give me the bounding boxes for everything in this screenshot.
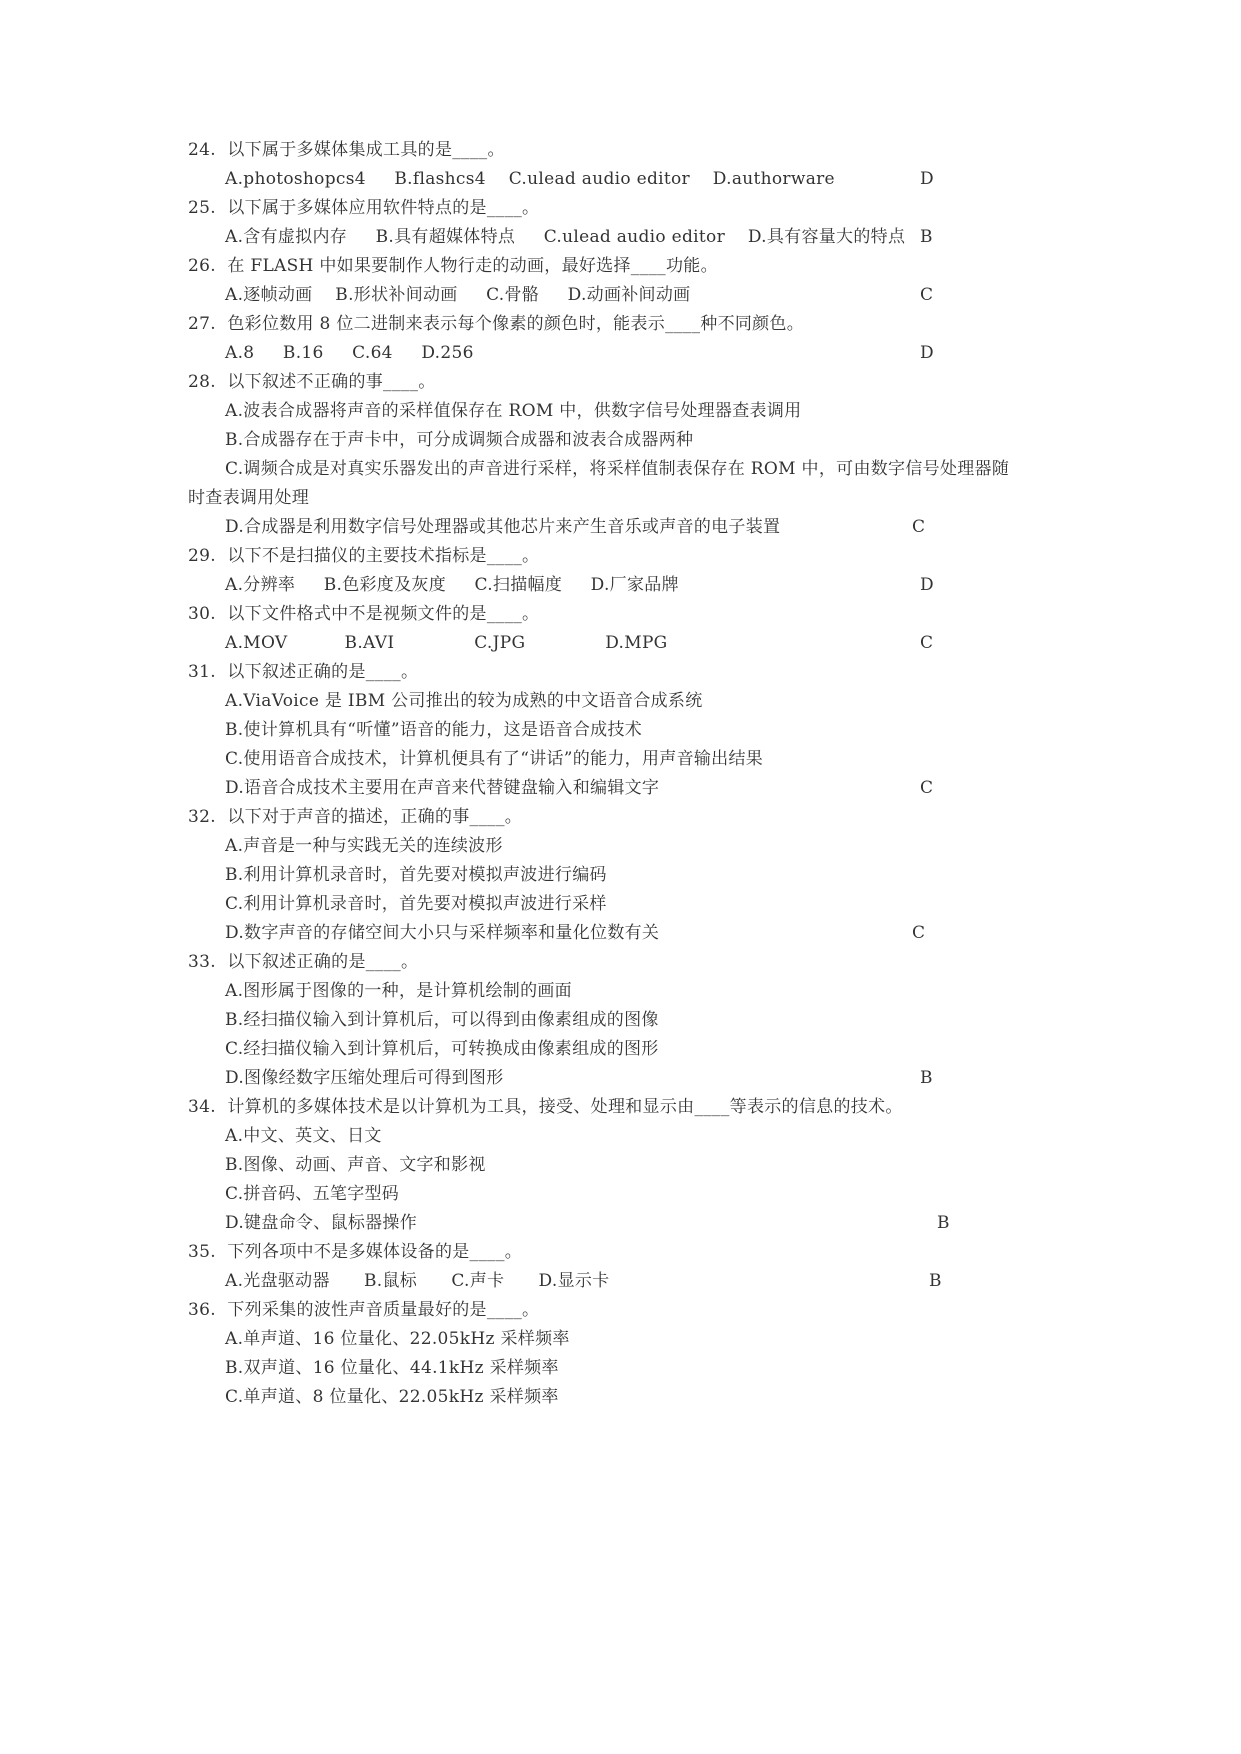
question-28-option-d: D.合成器是利用数字信号处理器或其他芯片来产生音乐或声音的电子装置 <box>225 517 781 537</box>
question-33-option-d: D.图像经数字压缩处理后可得到图形 <box>225 1068 504 1088</box>
question-29-answer: D <box>920 575 934 595</box>
question-26-answer: C <box>920 285 934 305</box>
question-29-options: A.分辨率 B.色彩度及灰度 C.扫描幅度 D.厂家品牌 <box>225 575 679 595</box>
question-24-options: A.photoshopcs4 B.flashcs4 C.ulead audio editor D.authorware <box>225 169 835 189</box>
question-34-option-d: D.键盘命令、鼠标器操作 <box>225 1213 418 1233</box>
question-31-option-a: A.ViaVoice 是 IBM 公司推出的较为成熟的中文语音合成系统 <box>225 691 703 711</box>
question-33-option-a: A.图形属于图像的一种，是计算机绘制的画面 <box>225 981 572 1001</box>
question-33-stem: 33. 以下叙述正确的是____。 <box>188 952 419 972</box>
question-31-option-c: C.使用语音合成技术，计算机便具有了“讲话”的能力，用声音输出结果 <box>225 749 764 769</box>
question-34-option-c: C.拼音码、五笔字型码 <box>225 1184 400 1204</box>
question-28-option-a: A.波表合成器将声音的采样值保存在 ROM 中，供数字信号处理器查表调用 <box>225 401 802 421</box>
question-33-option-b: B.经扫描仪输入到计算机后，可以得到由像素组成的图像 <box>225 1010 659 1030</box>
question-28-option-c-continued: 时查表调用处理 <box>188 488 310 508</box>
question-30-stem: 30. 以下文件格式中不是视频文件的是____。 <box>188 604 540 624</box>
question-28-stem: 28. 以下叙述不正确的事____。 <box>188 372 436 392</box>
question-27-options: A.8 B.16 C.64 D.256 <box>225 343 474 363</box>
question-32-stem: 32. 以下对于声音的描述，正确的事____。 <box>188 807 523 827</box>
question-32-option-a: A.声音是一种与实践无关的连续波形 <box>225 836 503 856</box>
question-32-option-b: B.利用计算机录音时，首先要对模拟声波进行编码 <box>225 865 607 885</box>
question-36-option-c: C.单声道、8 位量化、22.05kHz 采样频率 <box>225 1387 559 1407</box>
question-33-option-c: C.经扫描仪输入到计算机后，可转换成由像素组成的图形 <box>225 1039 659 1059</box>
question-30-answer: C <box>920 633 934 653</box>
question-36-option-b: B.双声道、16 位量化、44.1kHz 采样频率 <box>225 1358 559 1378</box>
question-28-option-c: C.调频合成是对真实乐器发出的声音进行采样，将采样值制表保存在 ROM 中，可由数字信号处理器随 <box>225 459 1010 479</box>
question-34-option-a: A.中文、英文、日文 <box>225 1126 382 1146</box>
question-27-stem: 27. 色彩位数用 8 位二进制来表示每个像素的颜色时，能表示____种不同颜色。 <box>188 314 805 334</box>
question-28-answer: C <box>912 517 926 537</box>
question-26-options: A.逐帧动画 B.形状补间动画 C.骨骼 D.动画补间动画 <box>225 285 691 305</box>
question-35-options: A.光盘驱动器 B.鼠标 C.声卡 D.显示卡 <box>225 1271 610 1291</box>
question-26-stem: 26. 在 FLASH 中如果要制作人物行走的动画，最好选择____功能。 <box>188 256 718 276</box>
question-29-stem: 29. 以下不是扫描仪的主要技术指标是____。 <box>188 546 540 566</box>
question-25-options: A.含有虚拟内存 B.具有超媒体特点 C.ulead audio editor D.具有容量大的特点 <box>225 227 906 247</box>
question-31-answer: C <box>920 778 934 798</box>
question-31-option-d: D.语音合成技术主要用在声音来代替键盘输入和编辑文字 <box>225 778 660 798</box>
question-31-option-b: B.使计算机具有“听懂”语音的能力，这是语音合成技术 <box>225 720 643 740</box>
question-27-answer: D <box>920 343 934 363</box>
question-35-stem: 35. 下列各项中不是多媒体设备的是____。 <box>188 1242 523 1262</box>
question-35-answer: B <box>929 1271 942 1291</box>
question-32-option-d: D.数字声音的存储空间大小只与采样频率和量化位数有关 <box>225 923 660 943</box>
question-25-stem: 25. 以下属于多媒体应用软件特点的是____。 <box>188 198 540 218</box>
question-30-options: A.MOV B.AVI C.JPG D.MPG <box>225 633 668 653</box>
question-32-option-c: C.利用计算机录音时，首先要对模拟声波进行采样 <box>225 894 607 914</box>
question-25-answer: B <box>920 227 933 247</box>
question-36-stem: 36. 下列采集的波性声音质量最好的是____。 <box>188 1300 540 1320</box>
question-24-answer: D <box>920 169 934 189</box>
question-28-option-b: B.合成器存在于声卡中，可分成调频合成器和波表合成器两种 <box>225 430 694 450</box>
question-34-stem: 34. 计算机的多媒体技术是以计算机为工具，接受、处理和显示由____等表示的信息的技术。 <box>188 1097 903 1117</box>
question-24-stem: 24. 以下属于多媒体集成工具的是____。 <box>188 140 505 160</box>
question-32-answer: C <box>912 923 926 943</box>
question-33-answer: B <box>920 1068 933 1088</box>
question-34-option-b: B.图像、动画、声音、文字和影视 <box>225 1155 486 1175</box>
question-31-stem: 31. 以下叙述正确的是____。 <box>188 662 419 682</box>
question-36-option-a: A.单声道、16 位量化、22.05kHz 采样频率 <box>225 1329 570 1349</box>
question-34-answer: B <box>937 1213 950 1233</box>
